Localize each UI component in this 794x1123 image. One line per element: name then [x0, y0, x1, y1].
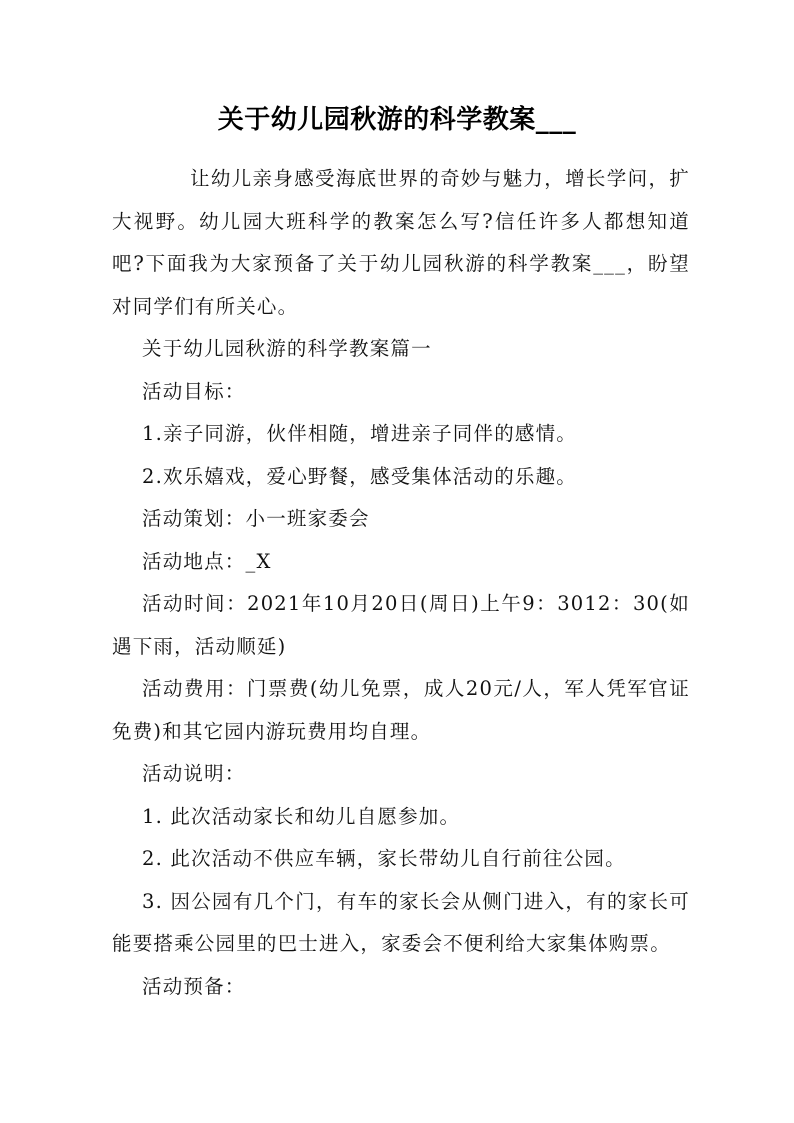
- intro-paragraph: 让幼儿亲身感受海底世界的奇妙与魅力，增长学问，扩大视野。幼儿园大班科学的教案怎么写?信任许多人都想知道吧?下面我为大家预备了关于幼儿园秋游的科学教案___，盼望对同学们有所关心。: [112, 167, 690, 318]
- note-item-2: 2. 此次活动不供应车辆，家长带幼儿自行前往公园。: [142, 847, 626, 870]
- location-line: 活动地点：_X: [142, 549, 272, 573]
- document-title: 关于幼儿园秋游的科学教案___: [217, 105, 577, 135]
- cost-line: 活动费用：门票费(幼儿免票，成人20元/人，军人凭军官证免费)和其它园内游玩费用均自理。: [112, 677, 690, 743]
- section-heading: 关于幼儿园秋游的科学教案篇一: [142, 337, 432, 360]
- prep-label: 活动预备：: [142, 974, 246, 998]
- note-item-1: 1. 此次活动家长和幼儿自愿参加。: [142, 804, 461, 828]
- goal-item-2: 2.欢乐嬉戏，爱心野餐，感受集体活动的乐趣。: [142, 464, 578, 488]
- document-body: [112, 158, 690, 1008]
- notes-label: 活动说明：: [142, 762, 246, 785]
- goal-item-1: 1.亲子同游，伙伴相随，增进亲子同伴的感情。: [142, 422, 578, 445]
- note-item-3: 3. 因公园有几个门，有车的家长会从侧门进入，有的家长可能要搭乘公园里的巴士进入，家委会不便利给大家集体购票。: [112, 889, 690, 955]
- time-line: 活动时间：2021年10月20日(周日)上午9：3012：30(如遇下雨，活动顺延): [112, 592, 690, 658]
- goals-label: 活动目标：: [142, 379, 246, 403]
- planner-line: 活动策划：小一班家委会: [142, 507, 370, 530]
